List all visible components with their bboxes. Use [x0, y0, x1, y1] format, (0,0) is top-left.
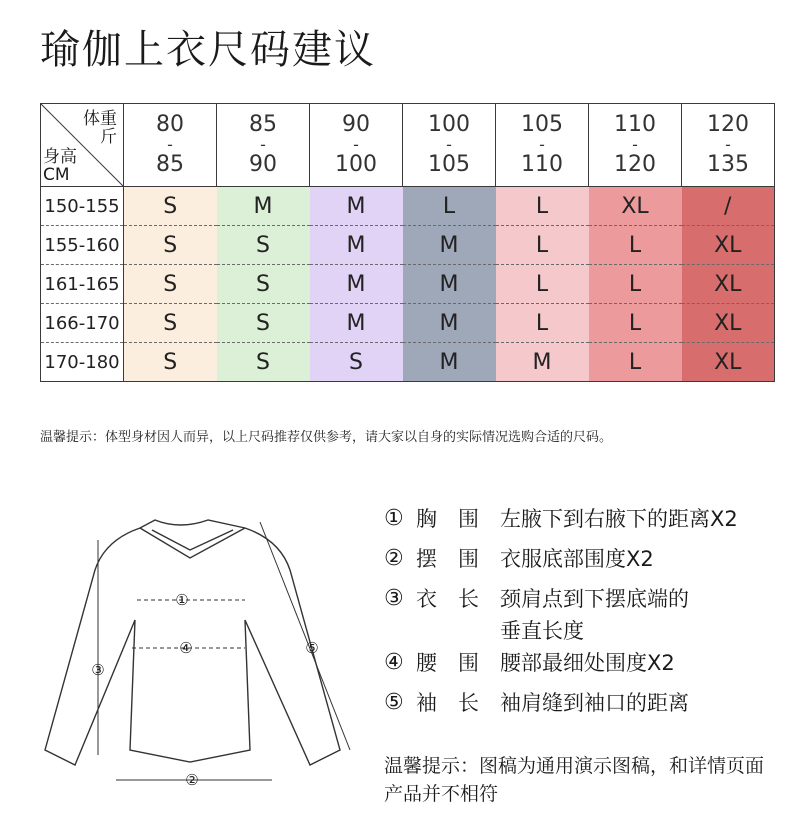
size-cell: L	[496, 265, 589, 304]
size-cell: XL	[682, 304, 775, 343]
height-axis-label: 身高 CM	[43, 147, 77, 185]
size-cell: /	[682, 187, 775, 226]
size-cell: XL	[682, 265, 775, 304]
size-cell: S	[124, 226, 217, 265]
table-row	[41, 187, 775, 226]
legend-item-hem: ② 摆 围 衣服底部围度X2	[384, 546, 654, 571]
weight-header-2: 90 - 100	[310, 104, 403, 187]
height-range-cell: 166-170	[41, 304, 124, 343]
size-cell: L	[589, 304, 682, 343]
size-cell: M	[310, 304, 403, 343]
size-cell: M	[403, 265, 496, 304]
weight-header-0: 80 - 85	[124, 104, 217, 187]
size-cell: S	[217, 226, 310, 265]
size-cell: L	[589, 226, 682, 265]
size-cell: M	[310, 187, 403, 226]
size-cell: S	[124, 304, 217, 343]
table-row	[41, 343, 775, 382]
diagram-mark-5: ⑤	[305, 639, 319, 657]
size-cell: M	[310, 265, 403, 304]
size-cell: L	[403, 187, 496, 226]
height-range-cell: 170-180	[41, 343, 124, 382]
table-row	[41, 226, 775, 265]
table-row	[41, 304, 775, 343]
weight-axis-label: 体重 斤	[83, 109, 117, 147]
weight-header-6: 120 - 135	[682, 104, 775, 187]
legend-item-chest: ① 胸 围 左腋下到右腋下的距离X2	[384, 506, 738, 531]
size-cell: S	[124, 343, 217, 382]
legend-item-length: ③ 衣 长 颈肩点到下摆底端的 垂直长度	[384, 586, 689, 643]
legend-item-waist: ④ 腰 围 腰部最细处围度X2	[384, 650, 675, 675]
size-cell: S	[124, 265, 217, 304]
diagram-mark-1: ①	[175, 591, 189, 609]
height-range-cell: 161-165	[41, 265, 124, 304]
size-cell: S	[124, 187, 217, 226]
legend-item-sleeve: ⑤ 袖 长 袖肩缝到袖口的距离	[384, 690, 689, 715]
size-cell: M	[496, 343, 589, 382]
measurement-legend	[384, 503, 780, 727]
table-corner-header	[41, 104, 124, 187]
size-cell: M	[403, 304, 496, 343]
shirt-diagram	[40, 500, 370, 800]
size-cell: S	[217, 265, 310, 304]
size-cell: M	[403, 226, 496, 265]
weight-header-5: 110 - 120	[589, 104, 682, 187]
size-cell: L	[496, 226, 589, 265]
diagram-mark-4: ④	[179, 639, 193, 657]
size-cell: S	[217, 304, 310, 343]
size-cell: XL	[589, 187, 682, 226]
size-table	[40, 103, 775, 382]
table-row	[41, 265, 775, 304]
height-range-cell: 155-160	[41, 226, 124, 265]
height-range-cell: 150-155	[41, 187, 124, 226]
weight-header-4: 105 - 110	[496, 104, 589, 187]
size-cell: S	[217, 343, 310, 382]
size-cell: S	[310, 343, 403, 382]
size-cell: XL	[682, 343, 775, 382]
diagram-mark-3: ③	[91, 661, 105, 679]
size-cell: M	[310, 226, 403, 265]
size-cell: L	[496, 187, 589, 226]
size-cell: L	[589, 265, 682, 304]
size-tip: 温馨提示：体型身材因人而异，以上尺码推荐仅供参考，请大家以自身的实际情况选购合适的尺码。	[40, 430, 613, 445]
weight-header-row	[41, 104, 775, 187]
size-cell: XL	[682, 226, 775, 265]
weight-header-3: 100 - 105	[403, 104, 496, 187]
page-title: 瑜伽上衣尺码建议	[40, 27, 376, 73]
neckline-inner	[152, 530, 233, 550]
size-cell: M	[403, 343, 496, 382]
diagram-tip: 温馨提示：图稿为通用演示图稿，和详情页面产品并不相符	[384, 755, 765, 805]
size-cell: M	[217, 187, 310, 226]
weight-header-1: 85 - 90	[217, 104, 310, 187]
diagram-mark-2: ②	[185, 771, 199, 789]
size-cell: L	[496, 304, 589, 343]
size-cell: L	[589, 343, 682, 382]
